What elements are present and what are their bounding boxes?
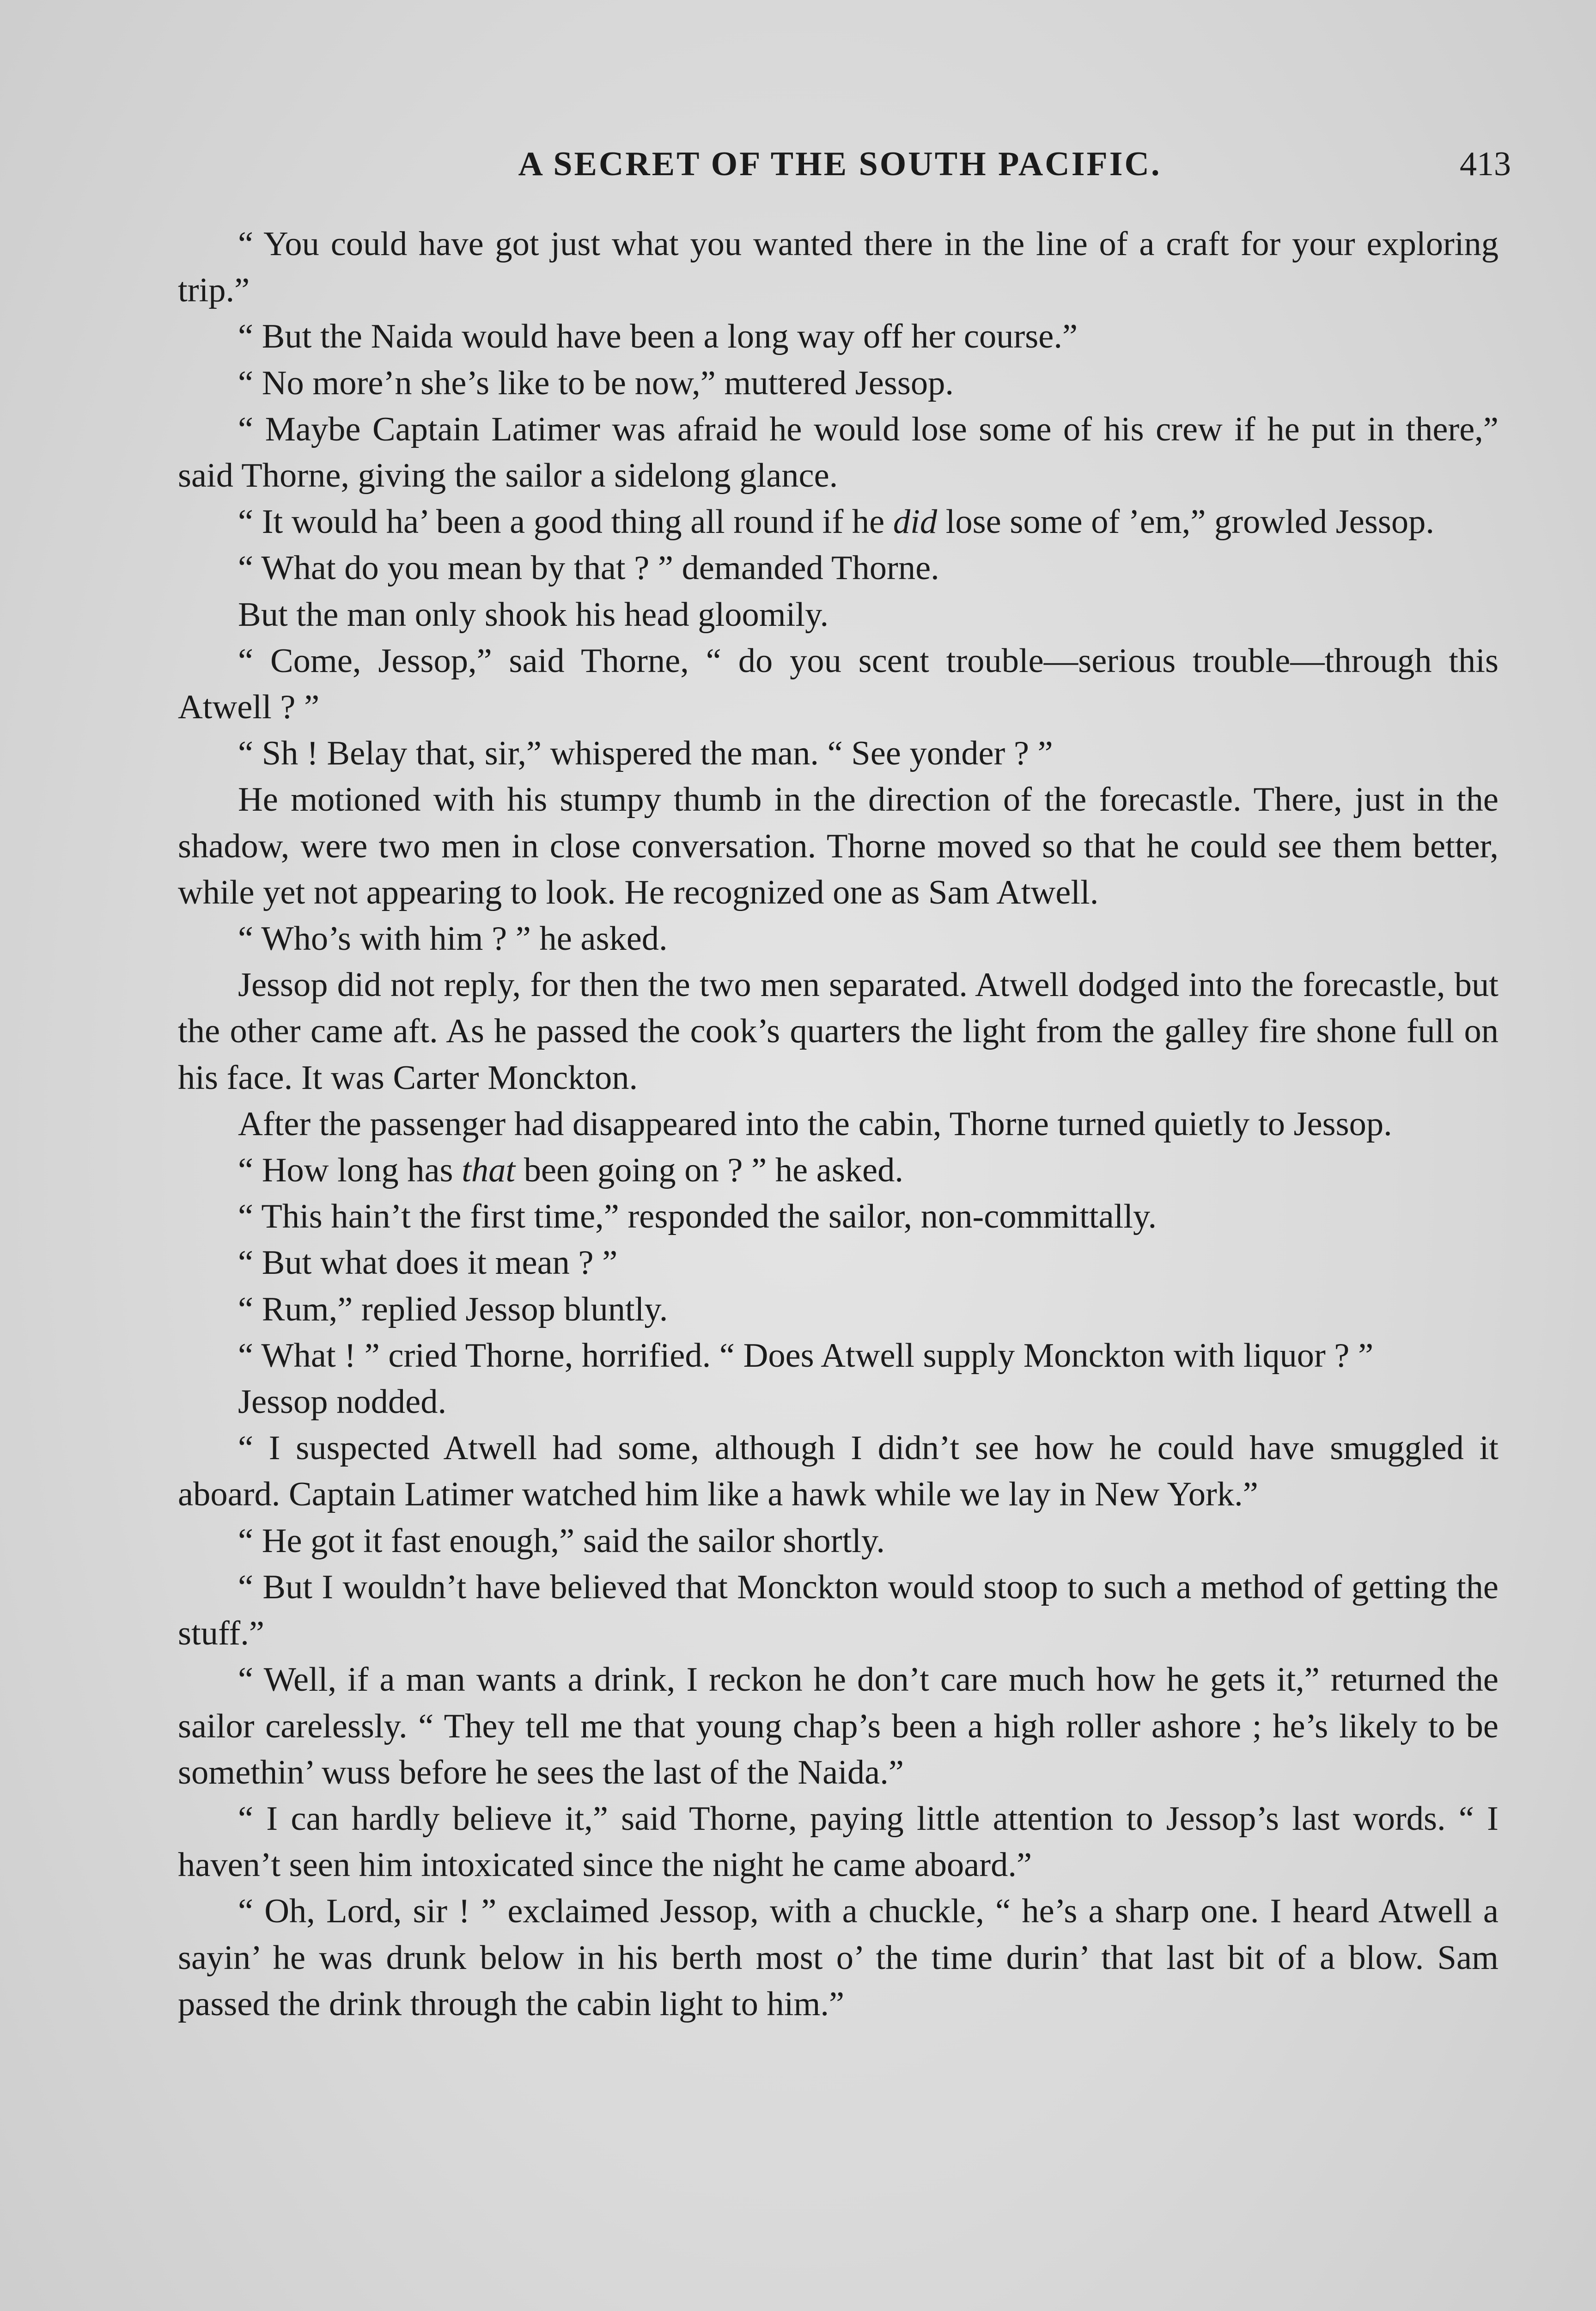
paragraph: “ Sh ! Belay that, sir,” whispered the man. “ See yonder ? ” (238, 734, 1053, 773)
running-title: A SECRET OF THE SOUTH PACIFIC. (518, 145, 1162, 183)
paragraph: “ I suspected Atwell had some, although I didn’t see how he could have smuggled it aboard. Captain Latimer watched him like a hawk while we lay in New York.” (178, 1429, 1499, 1514)
paragraph: “ Oh, Lord, sir ! ” exclaimed Jessop, with a chuckle, “ he’s a sharp one. I heard Atwell a sayin’ he was drunk below in his berth most o’ the time durin’ that last bit of a blow. Sam passed the drink through the cabin light to him.” (178, 1892, 1499, 2023)
paragraph-text: “ How long has (238, 1151, 462, 1190)
paragraph: “ Maybe Captain Latimer was afraid he would lose some of his crew if he put in there,” said Thorne, giving the sailor a sidelong glance. (178, 410, 1499, 495)
paragraph: “ Rum,” replied Jessop bluntly. (238, 1290, 668, 1328)
paragraph: “ But I wouldn’t have believed that Monckton would stoop to such a method of getting the stuff.” (178, 1568, 1499, 1653)
paragraph: After the passenger had disappeared into the cabin, Thorne turned quietly to Jessop. (238, 1105, 1392, 1143)
running-header (178, 139, 1511, 190)
emphasized-word: that (462, 1151, 516, 1190)
paragraph: “ I can hardly believe it,” said Thorne, paying little attention to Jessop’s last words. “ I haven’t seen him intoxicated since the night he came aboard.” (178, 1799, 1499, 1884)
paragraph: “ No more’n she’s like to be now,” muttered Jessop. (238, 364, 954, 402)
paragraph: “ Who’s with him ? ” he asked. (238, 920, 668, 958)
paragraph: “ You could have got just what you wanted there in the line of a craft for your exploring trip.” (178, 225, 1499, 310)
paragraph-text: been going on ? ” he asked. (515, 1151, 904, 1190)
paragraph-text: lose some of ’em,” growled Jessop. (937, 503, 1434, 541)
paragraph: “ This hain’t the first time,” responded the sailor, non-committally. (238, 1198, 1157, 1236)
paragraph: “ Well, if a man wants a drink, I reckon he don’t care much how he gets it,” returned the sailor carelessly. “ They tell me that young chap’s been a high roller ashore ; he’s likely to be somethin’ wuss before he sees the last of the Naida.” (178, 1661, 1499, 1791)
paragraph-text: “ It would ha’ been a good thing all round if he (238, 503, 893, 541)
paragraph: “ He got it fast enough,” said the sailor shortly. (238, 1522, 885, 1560)
paragraph: “ What ! ” cried Thorne, horrified. “ Does Atwell supply Monckton with liquor ? ” (238, 1336, 1374, 1375)
emphasized-word: did (893, 503, 938, 541)
page-number: 413 (1460, 145, 1511, 183)
body-text (178, 221, 1499, 2027)
paragraph: Jessop did not reply, for then the two men separated. Atwell dodged into the forecastle, but the other came aft. As he passed the cook’s quarters the light from the galley fire shone full on his face. It was Carter Monckton. (178, 966, 1499, 1097)
paragraph (178, 499, 1499, 545)
paragraph: “ But the Naida would have been a long way off her course.” (238, 318, 1078, 356)
paragraph: “ Come, Jessop,” said Thorne, “ do you scent trouble—serious trouble—through this Atwell ? ” (178, 642, 1499, 727)
paragraph: He motioned with his stumpy thumb in the direction of the forecastle. There, just in the shadow, were two men in close conversation. Thorne moved so that he could see them better, while yet not appearing to look. He recognized one as Sam Atwell. (178, 781, 1499, 911)
paragraph: But the man only shook his head gloomily. (238, 595, 829, 634)
paragraph (178, 1147, 1499, 1193)
paragraph: “ But what does it mean ? ” (238, 1244, 618, 1282)
paragraph: Jessop nodded. (238, 1383, 447, 1421)
paragraph: “ What do you mean by that ? ” demanded Thorne. (238, 549, 939, 587)
